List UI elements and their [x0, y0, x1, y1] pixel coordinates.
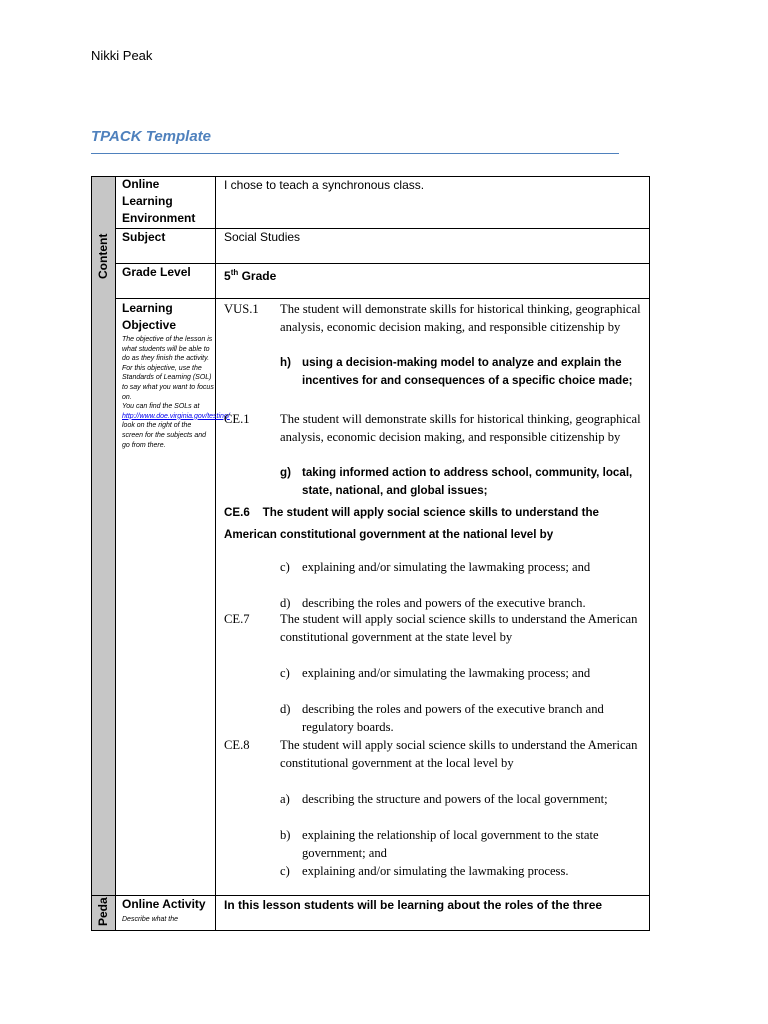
band-row-divider — [91, 895, 115, 896]
row-divider — [115, 298, 650, 299]
tpack-table — [91, 176, 650, 931]
environment-label: Online Learning Environment — [122, 177, 196, 225]
column-divider — [215, 176, 216, 931]
standard-ce6: CE.6 The student will apply social science skills to understand the American constitutional government at the national level by c) explaining and/or simulating the lawmaking process; and d) describing the roles and powers of the executive branch. — [224, 506, 599, 610]
activity-guide: Describe what the — [122, 916, 179, 923]
objective-guide: The objective of the lesson is what students will be able to do as they finish the activity. For this objective, use the Standards of Learning (SOL) to say what you want to focus on. You can find the SOLs at http://www.doe.virginia.gov/testing/ look on the right of the screen for the subjects and go from there. — [122, 336, 230, 449]
row-divider — [115, 263, 650, 264]
activity-value: In this lesson students will be learning about the roles of the three — [224, 898, 603, 912]
activity-label: Online Activity — [122, 897, 206, 911]
document-title: TPACK Template — [91, 128, 212, 145]
standard-ce1: CE.1 The student will demonstrate skills for historical thinking, geographical analysis, economic decision making, and responsible citizenship by g) taking informed action to address school, community, local, state, national, and global issues; — [224, 412, 641, 497]
standard-ce7: CE.7 The student will apply social science skills to understand the American constitutional government at the state level by c) explaining and/or simulating the lawmaking process; and d) describing the roles and powers of the executive branch and regulatory boards. — [224, 612, 638, 734]
content-band-label: Content — [96, 233, 110, 279]
subject-label: Subject — [122, 230, 166, 244]
grade-value: 5th Grade — [224, 268, 277, 283]
author-name: Nikki Peak — [91, 48, 153, 63]
standard-vus1: VUS.1 The student will demonstrate skills for historical thinking, geographical analysis, economic decision making, and responsible citizenship by h) using a decision-making model to analyze and explain the incentives for and consequences of a specific choice made; — [224, 302, 641, 387]
content-band — [92, 177, 116, 895]
grade-label: Grade Level — [122, 265, 191, 279]
pedagogy-band-label: Peda — [96, 897, 110, 926]
standard-ce8: CE.8 The student will apply social science skills to understand the American constitutional government at the local level by a) describing the structure and powers of the local government; b) explaining the relationship of local government to the state government; and c) explaining and/or simulating the lawmaking process. — [224, 738, 638, 878]
row-divider — [115, 228, 650, 229]
pedagogy-band — [92, 896, 116, 930]
subject-value: Social Studies — [224, 230, 301, 244]
title-underline — [91, 153, 619, 154]
environment-value: I chose to teach a synchronous class. — [224, 178, 425, 192]
band-divider — [115, 176, 116, 931]
objective-label: Learning Objective — [122, 301, 177, 332]
sol-link[interactable]: http://www.doe.virginia.gov/testing/ — [122, 412, 230, 420]
